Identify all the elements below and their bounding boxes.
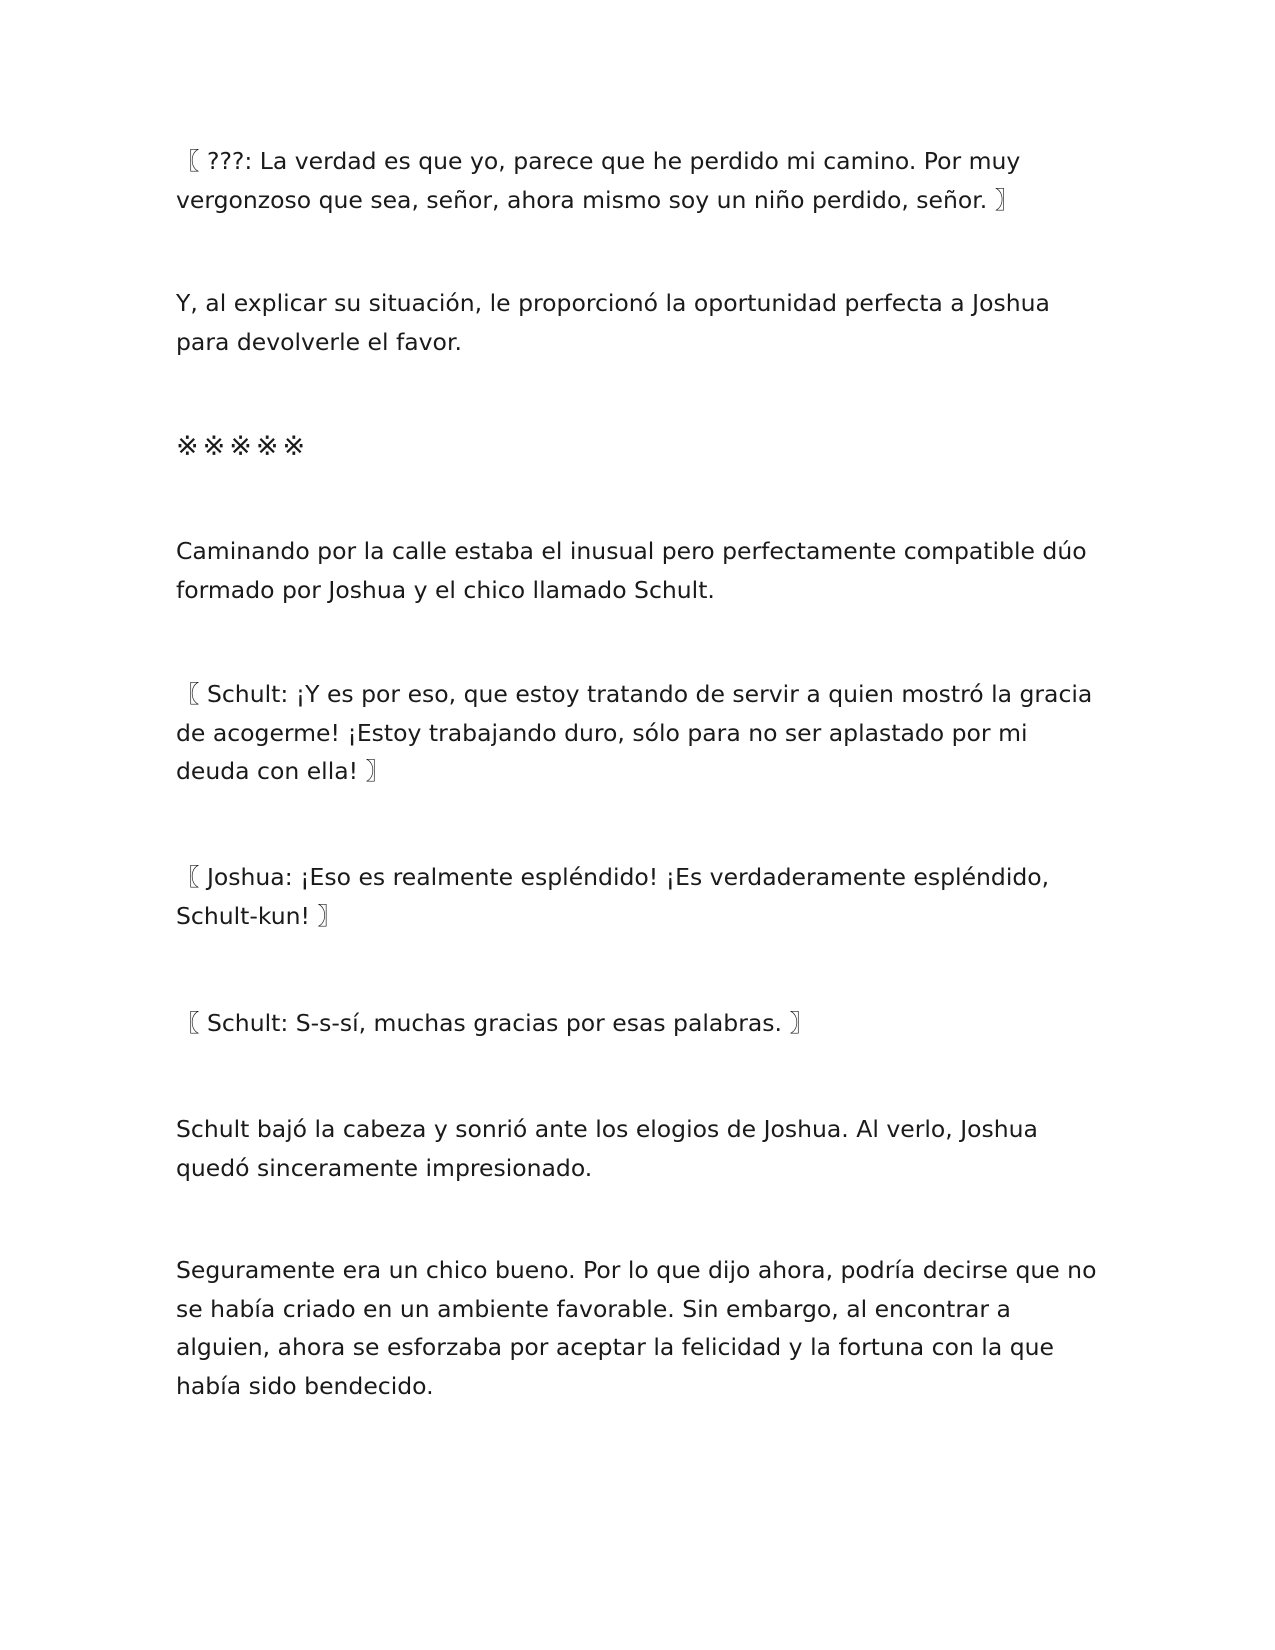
dialogue-stranger-lost: 〖 ???: La verdad es que yo, parece que he perdido mi camino. Por muy vergonzoso que sea, señor, ahora mismo soy un niño perdido, señor. 〗: [176, 147, 1021, 214]
narration-paragraph: Seguramente era un chico bueno. Por lo que dijo ahora, podría decirse que no se había criado en un ambiente favorable. Sin embargo, al encontrar a alguien, ahora se esforzaba por aceptar la felicidad y la fortuna con la que había sido bendecido.: [176, 1256, 1097, 1400]
narration-paragraph: Schult bajó la cabeza y sonrió ante los elogios de Joshua. Al verlo, Joshua quedó sinceramente impresionado.: [176, 1115, 1038, 1182]
dialogue-schult: 〖 Schult: ¡Y es por eso, que estoy tratando de servir a quien mostró la gracia de acogerme! ¡Estoy trabajando duro, sólo para no ser aplastado por mi deuda con ella! 〗: [176, 680, 1093, 785]
narration-paragraph: Y, al explicar su situación, le proporcionó la oportunidad perfecta a Joshua para devolverle el favor.: [176, 289, 1050, 356]
dialogue-joshua: 〖 Joshua: ¡Eso es realmente espléndido! ¡Es verdaderamente espléndido, Schult-kun! 〗: [176, 863, 1050, 930]
narration-paragraph: Caminando por la calle estaba el inusual pero perfectamente compatible dúo formado por Joshua y el chico llamado Schult.: [176, 537, 1087, 604]
dialogue-schult: 〖 Schult: S-s-sí, muchas gracias por esas palabras. 〗: [176, 1009, 813, 1037]
scene-separator: ※※※※※: [176, 431, 310, 462]
